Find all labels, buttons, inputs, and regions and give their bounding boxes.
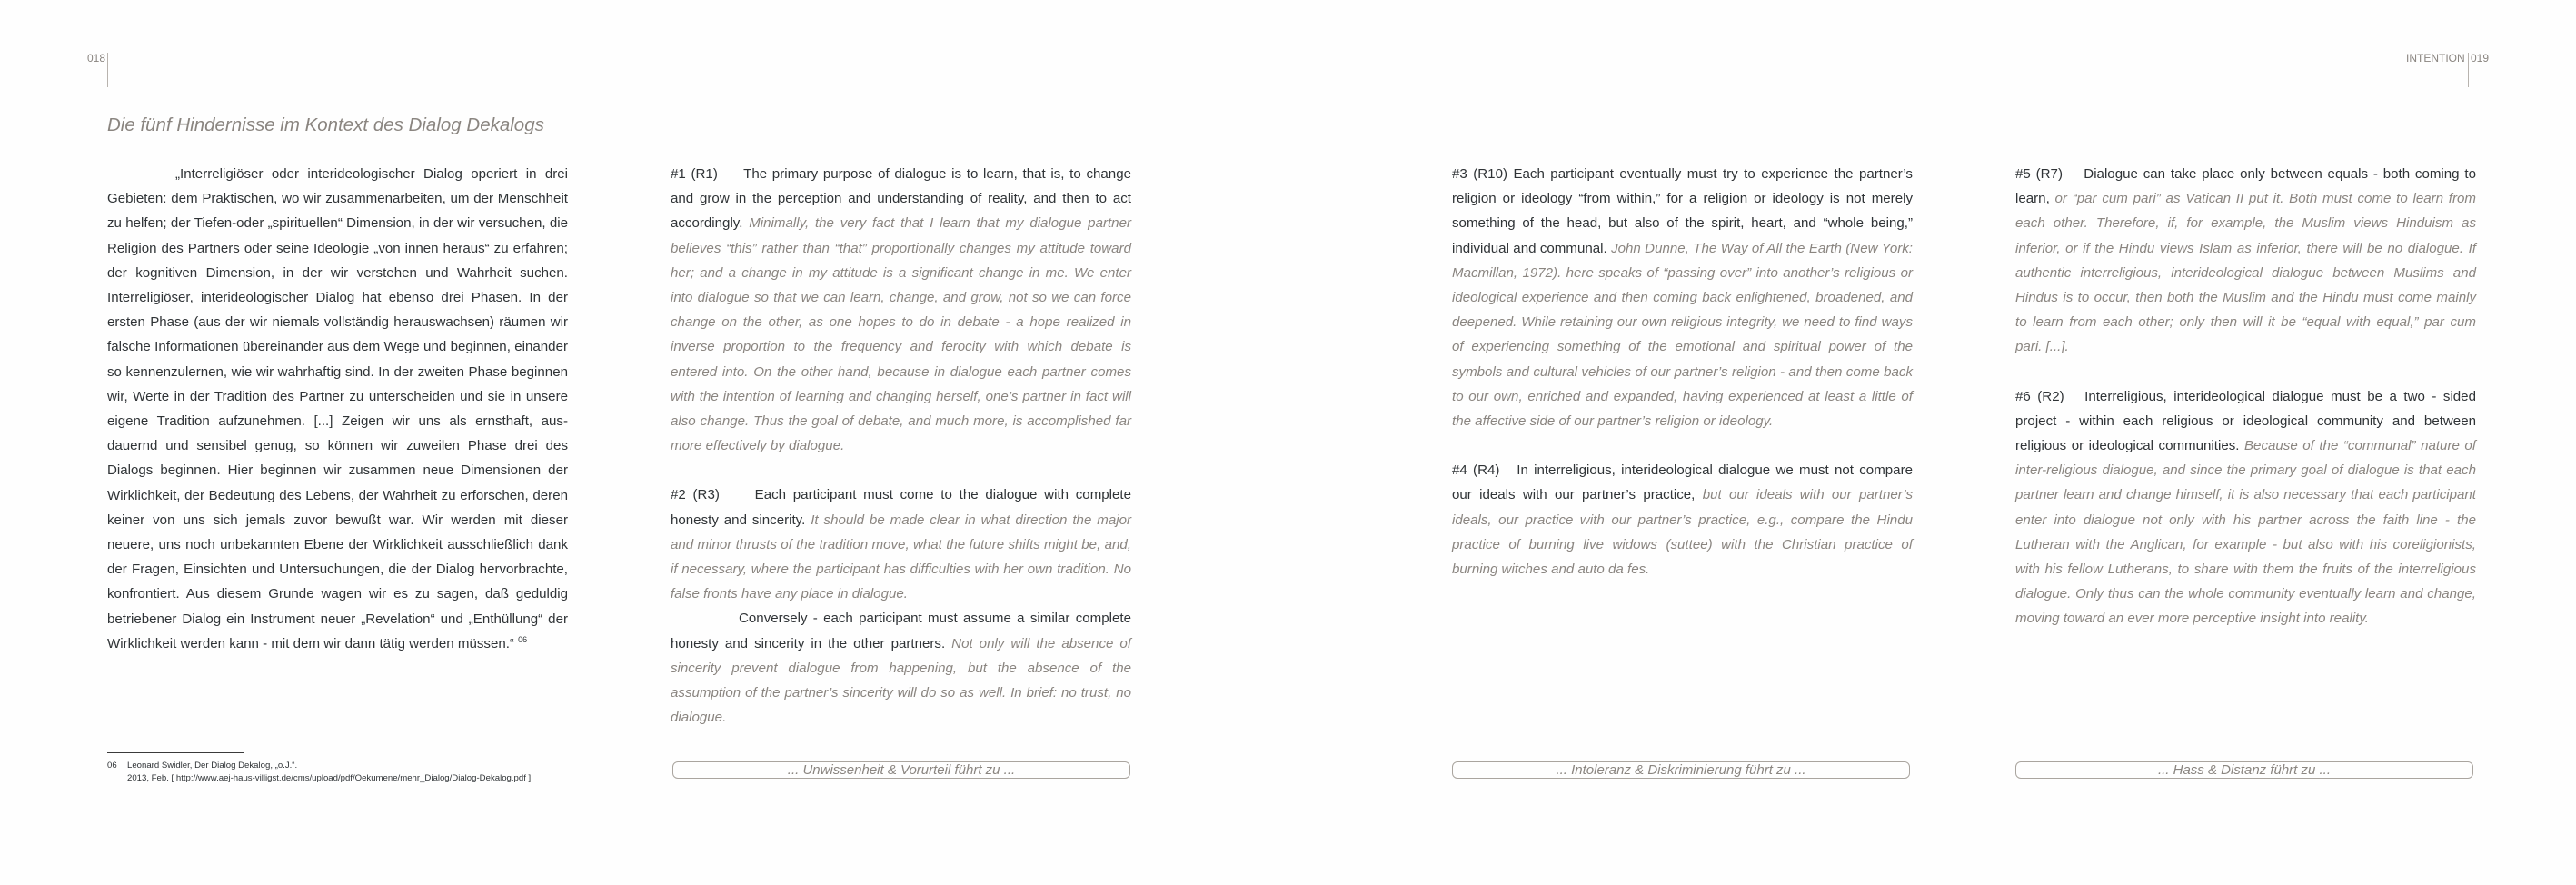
rules-column-3 bbox=[1452, 162, 1913, 582]
rule-label: #1 (R1) bbox=[671, 166, 718, 182]
rule-lead: Conversely - each participant must assume a similar complete honesty and sincerity in the other partners. bbox=[671, 611, 1131, 651]
rule-item-3 bbox=[1452, 162, 1913, 433]
footnote bbox=[107, 760, 531, 785]
rule-comment: or “par cum pari” as Vatican II put it. Both must come to learn from each other. Therefore, if, for example, the Muslim views Hinduism as inferior, or if the Hindu views Islam as inferior, there will be no dialogue. If authentic interreligious, interideological dialogue between Muslims and Hindus is to occur, then both the Muslim and the Hindu must come mainly to learn from each other; only then will it be “equal with equal,” par cum pari. [...]. bbox=[2015, 191, 2476, 355]
rules-column-4 bbox=[2015, 162, 2476, 631]
footnote-line-2: 2013, Feb. [ http://www.aej-haus-villigst.de/cms/upload/pdf/Oekumene/mehr_Dialog/Dialog-Dekalog.pdf ] bbox=[127, 773, 532, 783]
rule-lead: The primary purpose of dialogue is to learn, that is, to change and grow in the perception and understanding of reality, and then to act accordingly. bbox=[671, 166, 1131, 232]
rule-item-4 bbox=[1452, 458, 1913, 582]
quote-column bbox=[107, 162, 568, 656]
page-number-right: 019 bbox=[2471, 52, 2490, 65]
rule-lead: Interreligious, interideological dialogue must be a two - sided project - within each religious or ideological community and between religious or ideological communities. bbox=[2015, 388, 2476, 454]
rule-item-1 bbox=[671, 162, 1131, 458]
rule-comment: John Dunne, The Way of All the Earth (New York: Macmillan, 1972). here speaks of “passing over” into another’s religious or ideological experience and then coming back enlightened, broadened, and deepened. While retaining our own religious integrity, we need to find ways of experiencing something of the emotional and spiritual power of the symbols and cultural vehicles of our partner’s religion - and then come back to our own, enriched and expanded, having experienced at least a little of the affective side of our partner’s religion or ideology. bbox=[1452, 240, 1913, 430]
rule-item-2 bbox=[671, 482, 1131, 606]
rule-lead: In interreligious, interideological dialogue we must not compare our ideals with our partner’s practice, bbox=[1452, 462, 1913, 503]
rule-comment: It should be made clear in what direction the major and minor thrusts of the tradition move, what the future shifts might be, and, if necessary, where the participant has difficulties with her own tradition. No false fronts have any place in dialogue. bbox=[671, 512, 1131, 602]
page-number-divider-left bbox=[107, 53, 108, 87]
section-label: INTENTION bbox=[2406, 52, 2465, 65]
rule-comment: Because of the “communal” nature of inter-religious dialogue, and since the primary goal of dialogue is that each partner learn and change himself, it is also necessary that each participant enter into dialogue not only with his partner across the faith line - the Lutheran with the Anglican, for example - but also with his coreligionists, with his fellow Lutherans, to share with them the fruits of the interreligious dialogue. Only thus can the whole community eventually learn and change, moving toward an ever more perceptive insight into reality. bbox=[2015, 438, 2476, 627]
page-number-divider-right bbox=[2468, 53, 2469, 87]
page-title: Die fünf Hindernisse im Kontext des Dialog Dekalogs bbox=[107, 114, 544, 135]
rule-lead: Dialogue can take place only between equals - both coming to learn, bbox=[2015, 166, 2476, 207]
footnote-line-1: Leonard Swidler, Der Dialog Dekalog, „o.J.“. bbox=[127, 761, 298, 771]
rule-lead: Each participant eventually must try to experience the partner’s religion or ideology “from within,” for a religion or ideology is not merely something of the head, but also of the spirit, heart, and “whole being,” individual and communal. bbox=[1452, 166, 1913, 256]
rule-label: #3 (R10) bbox=[1452, 166, 1507, 182]
obstacle-box-hatred: ... Hass & Distanz führt zu ... bbox=[2015, 761, 2473, 779]
footnote-number: 06 bbox=[107, 761, 117, 771]
rule-label: #5 (R7) bbox=[2015, 166, 2063, 182]
page-number-left: 018 bbox=[87, 52, 106, 65]
rule-comment: Not only will the absence of sincerity prevent dialogue from happening, but the absence of the assumption of the partner’s sincerity will do so as well. In brief: no trust, no dialogue. bbox=[671, 635, 1131, 726]
obstacle-box-intolerance: ... Intoleranz & Diskriminierung führt zu ... bbox=[1452, 761, 1910, 779]
rule-item-2-continuation bbox=[671, 606, 1131, 730]
rules-column-2 bbox=[671, 162, 1131, 730]
obstacle-box-ignorance: ... Unwissenheit & Vorurteil führt zu ... bbox=[672, 761, 1130, 779]
footnote-reference: 06 bbox=[518, 634, 528, 644]
rule-comment: Minimally, the very fact that I learn that my dialogue partner believes “this” rather than “that” proportionally changes my attitude toward her; and a change in my attitude is a significant change in me. We enter into dialogue so that we can learn, change, and grow, not so we can force change on the other, as one hopes to do in debate - a hope realized in inverse proportion to the frequency and ferocity with which debate is entered into. On the other hand, because in dialogue each partner comes with the intention of learning and changing herself, one’s partner in fact will also change. Thus the goal of debate, and much more, is accomplished far more effectively by dialogue. bbox=[671, 215, 1131, 454]
footnote-rule bbox=[107, 752, 244, 753]
quote-text: „Interreligiöser oder interideologischer Dialog operiert in drei Gebieten: dem Praktischen, wo wir zusammenarbeiten, um der Menschheit zu helfen; der Tiefen-oder „spirituellen“ Dimension, in der wir versuchen, die Religion des Partners oder seine Ideologie „von innen heraus“ zu erfahren; der kognitiven Dimension, in der wir verstehen und Wahrheit suchen. Interreligiöser, interideologischer Dialog hat ebenso drei Phasen. In der ersten Phase (aus der wir niemals vollständig herauswachsen) räumen wir falsche Informationen übereinander aus dem Wege und beginnen, einander so kennenzulernen, wie wir wahrhaftig sind. In der zweiten Phase beginnen wir, Werte in der Tradition des Partner zu unterscheiden und sie in unsere eigene Tradition aufzunehmen. [...] Zeigen wir uns als ernsthaft, ausdauernd und sensibel genug, so können wir zuweilen Phase drei des Dialogs beginnen. Hier beginnen wir zusammen neue Dimensionen der Wirklichkeit, der Bedeutung des Lebens, der Wahrheit zu erforschen, deren keiner von uns sich jemals zuvor bewußt war. Wir werden mit dieser neuere, uns noch unbekannten Ebene der Wirklichkeit ausschließlich dank der Fragen, Einsichten und Untersuchungen, die der Dialog hervorbrachte, konfrontiert. Aus diesem Grunde wagen wir es zu sagen, daß geduldig betriebener Dialog ein Instrument neuer „Revelation“ und „Enthüllung“ der Wirklichkeit werden kann - mit dem wir dann tätig werden müssen.“ bbox=[107, 166, 568, 651]
rule-label: #4 (R4) bbox=[1452, 462, 1500, 479]
rule-item-5 bbox=[2015, 162, 2476, 360]
rule-comment: but our ideals with our partner’s ideals, our practice with our partner’s practice, e.g., compare the Hindu practice of burning live widows (suttee) with the Christian practice of burning witches and auto da fes. bbox=[1452, 487, 1914, 578]
rule-lead: Each participant must come to the dialogue with complete honesty and sincerity. bbox=[671, 487, 1132, 528]
quote-paragraph bbox=[107, 162, 568, 656]
rule-label: #6 (R2) bbox=[2015, 388, 2064, 404]
rule-item-6 bbox=[2015, 384, 2476, 631]
rule-label: #2 (R3) bbox=[671, 487, 720, 503]
